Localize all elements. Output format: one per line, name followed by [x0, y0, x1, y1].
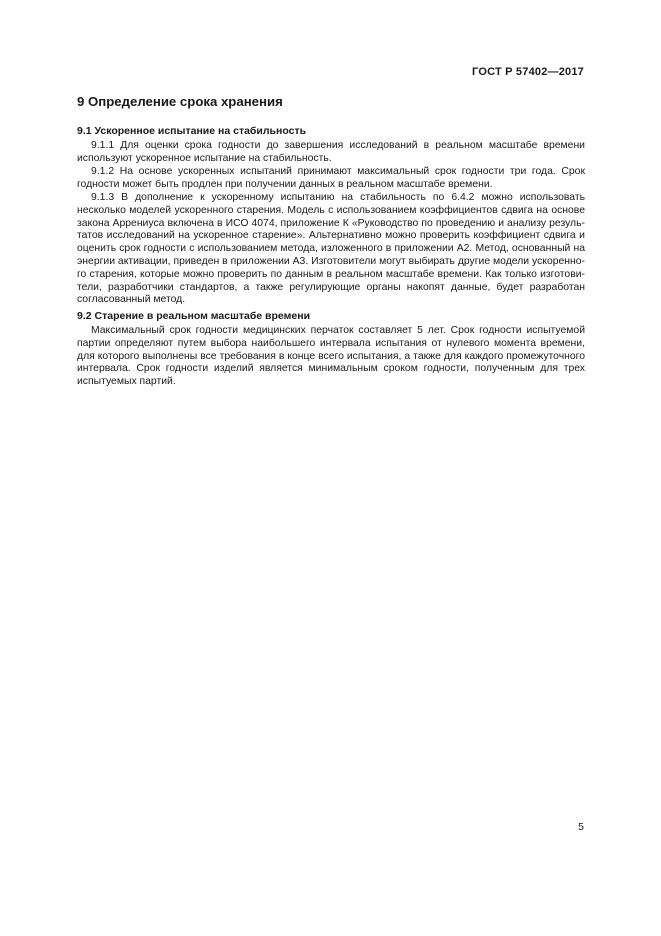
text-line: 9.1.3 В дополнение к ускоренному испытанию на стабильность по 6.4.2 можно использовать [91, 192, 585, 203]
text-line: согласованный метод. [77, 294, 186, 306]
text-line: 9.1.2 На основе ускоренных испытаний принимают максимальный срок годности три года. Срок [91, 166, 585, 177]
text-line: Максимальный срок годности медицинских перчаток составляет 5 лет. Срок годности испытуемой [91, 325, 585, 336]
text-line: тели, разработчики стандартов, а также регулирующие органы накопят данные, будет разработан [77, 281, 585, 293]
text-line: татов исследований на ускоренное старение». Альтернативно можно проверить коэффициент сдвига и [77, 230, 585, 242]
text-line: 9.1.1 Для оценки срока годности до завершения исследований в реальном масштабе времени [91, 140, 585, 151]
paragraph-9-1-2 [77, 166, 585, 192]
subsection-9-1-title: 9.1 Ускоренное испытание на стабильность [77, 125, 307, 137]
text-line: оценить срок годности с использованием метода, изложенного в приложении А2. Метод, основанный на [77, 243, 585, 255]
text-line: партии определяют путем выбора наибольшего интервала испытания от нулевого момента времени, [77, 337, 585, 349]
text-line: несколько моделей ускоренного старения. Модель с использованием коэффициентов сдвига на основе [77, 204, 585, 216]
text-line: для которого выполнены все требования в конце всего испытания, а также для каждого промежуточного [77, 350, 585, 362]
page-number: 5 [578, 821, 584, 833]
text-line: испытуемых партий. [77, 376, 176, 388]
document-code: ГОСТ Р 57402—2017 [472, 66, 584, 78]
paragraph-9-1-1 [77, 140, 585, 166]
text-line: закона Аррениуса включена в ИСО 4074, приложение К «Руководство по проведению и анализу резуль- [77, 217, 585, 229]
paragraph-9-1-3 [77, 192, 585, 307]
subsection-9-2-title: 9.2 Старение в реальном масштабе времени [77, 310, 311, 322]
text-line: энергии активации, приведен в приложении А3. Изготовители могут выбирать другие модели ускоренно- [77, 255, 585, 267]
text-line: го старения, которые можно проверить по данным в реальном масштабе времени. Как только изготови- [77, 268, 585, 280]
text-line: интервала. Срок годности изделий является минимальным сроком годности, полученным для трех [77, 363, 585, 375]
section-title: 9 Определение срока хранения [77, 94, 283, 109]
paragraph-9-2 [77, 325, 585, 389]
text-line: годности может быть продлен при получении данных в реальном масштабе времени. [77, 178, 493, 190]
text-line: используют ускоренное испытание на стабильность. [77, 152, 332, 164]
